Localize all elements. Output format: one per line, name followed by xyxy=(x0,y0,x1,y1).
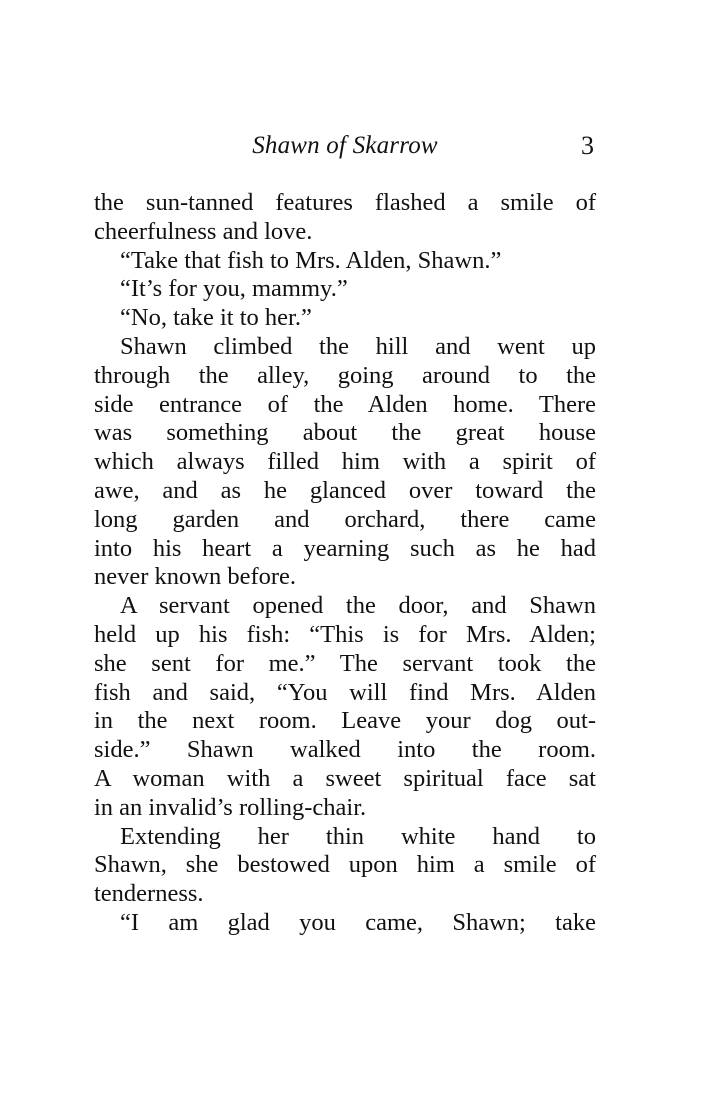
text-line: A servant opened the door, and Shawn xyxy=(120,592,596,620)
text-line: “Take that fish to Mrs. Alden, Shawn.” xyxy=(120,246,502,274)
text-line: awe, and as he glanced over toward the xyxy=(94,476,596,504)
text-line: into his heart a yearning such as he had xyxy=(94,534,596,562)
text-line: held up his fish: “This is for Mrs. Alden; xyxy=(94,620,596,648)
text-line: long garden and orchard, there came xyxy=(94,505,596,533)
text-line: side entrance of the Alden home. There xyxy=(94,390,596,418)
text-line: cheerfulness and love. xyxy=(94,217,313,245)
running-head xyxy=(94,128,596,168)
text-line: was something about the great house xyxy=(94,419,596,447)
text-line: never known before. xyxy=(94,563,297,591)
text-line: “No, take it to her.” xyxy=(120,304,312,332)
text-line: the sun-tanned features flashed a smile of xyxy=(94,189,596,216)
text-line: A woman with a sweet spiritual face sat xyxy=(94,764,596,792)
text-line: Extending her thin white hand to xyxy=(120,822,596,850)
text-line: in an invalid’s rolling-chair. xyxy=(94,793,367,821)
text-line: she sent for me.” The servant took the xyxy=(94,649,596,677)
page-number: 3 xyxy=(581,131,594,160)
body-text xyxy=(94,189,596,938)
running-title: Shawn of Skarrow xyxy=(252,132,438,159)
text-line: side.” Shawn walked into the room. xyxy=(94,736,596,764)
text-line: which always filled him with a spirit of xyxy=(94,448,596,476)
text-line: in the next room. Leave your dog out- xyxy=(94,707,596,735)
text-line: Shawn climbed the hill and went up xyxy=(120,332,596,360)
text-line: through the alley, going around to the xyxy=(94,361,596,389)
text-line: Shawn, she bestowed upon him a smile of xyxy=(94,851,596,879)
text-line: tenderness. xyxy=(94,880,204,908)
text-line: “It’s for you, mammy.” xyxy=(120,275,348,303)
text-line: fish and said, “You will find Mrs. Alden xyxy=(94,678,596,706)
text-line: “I am glad you came, Shawn; take xyxy=(120,908,596,936)
